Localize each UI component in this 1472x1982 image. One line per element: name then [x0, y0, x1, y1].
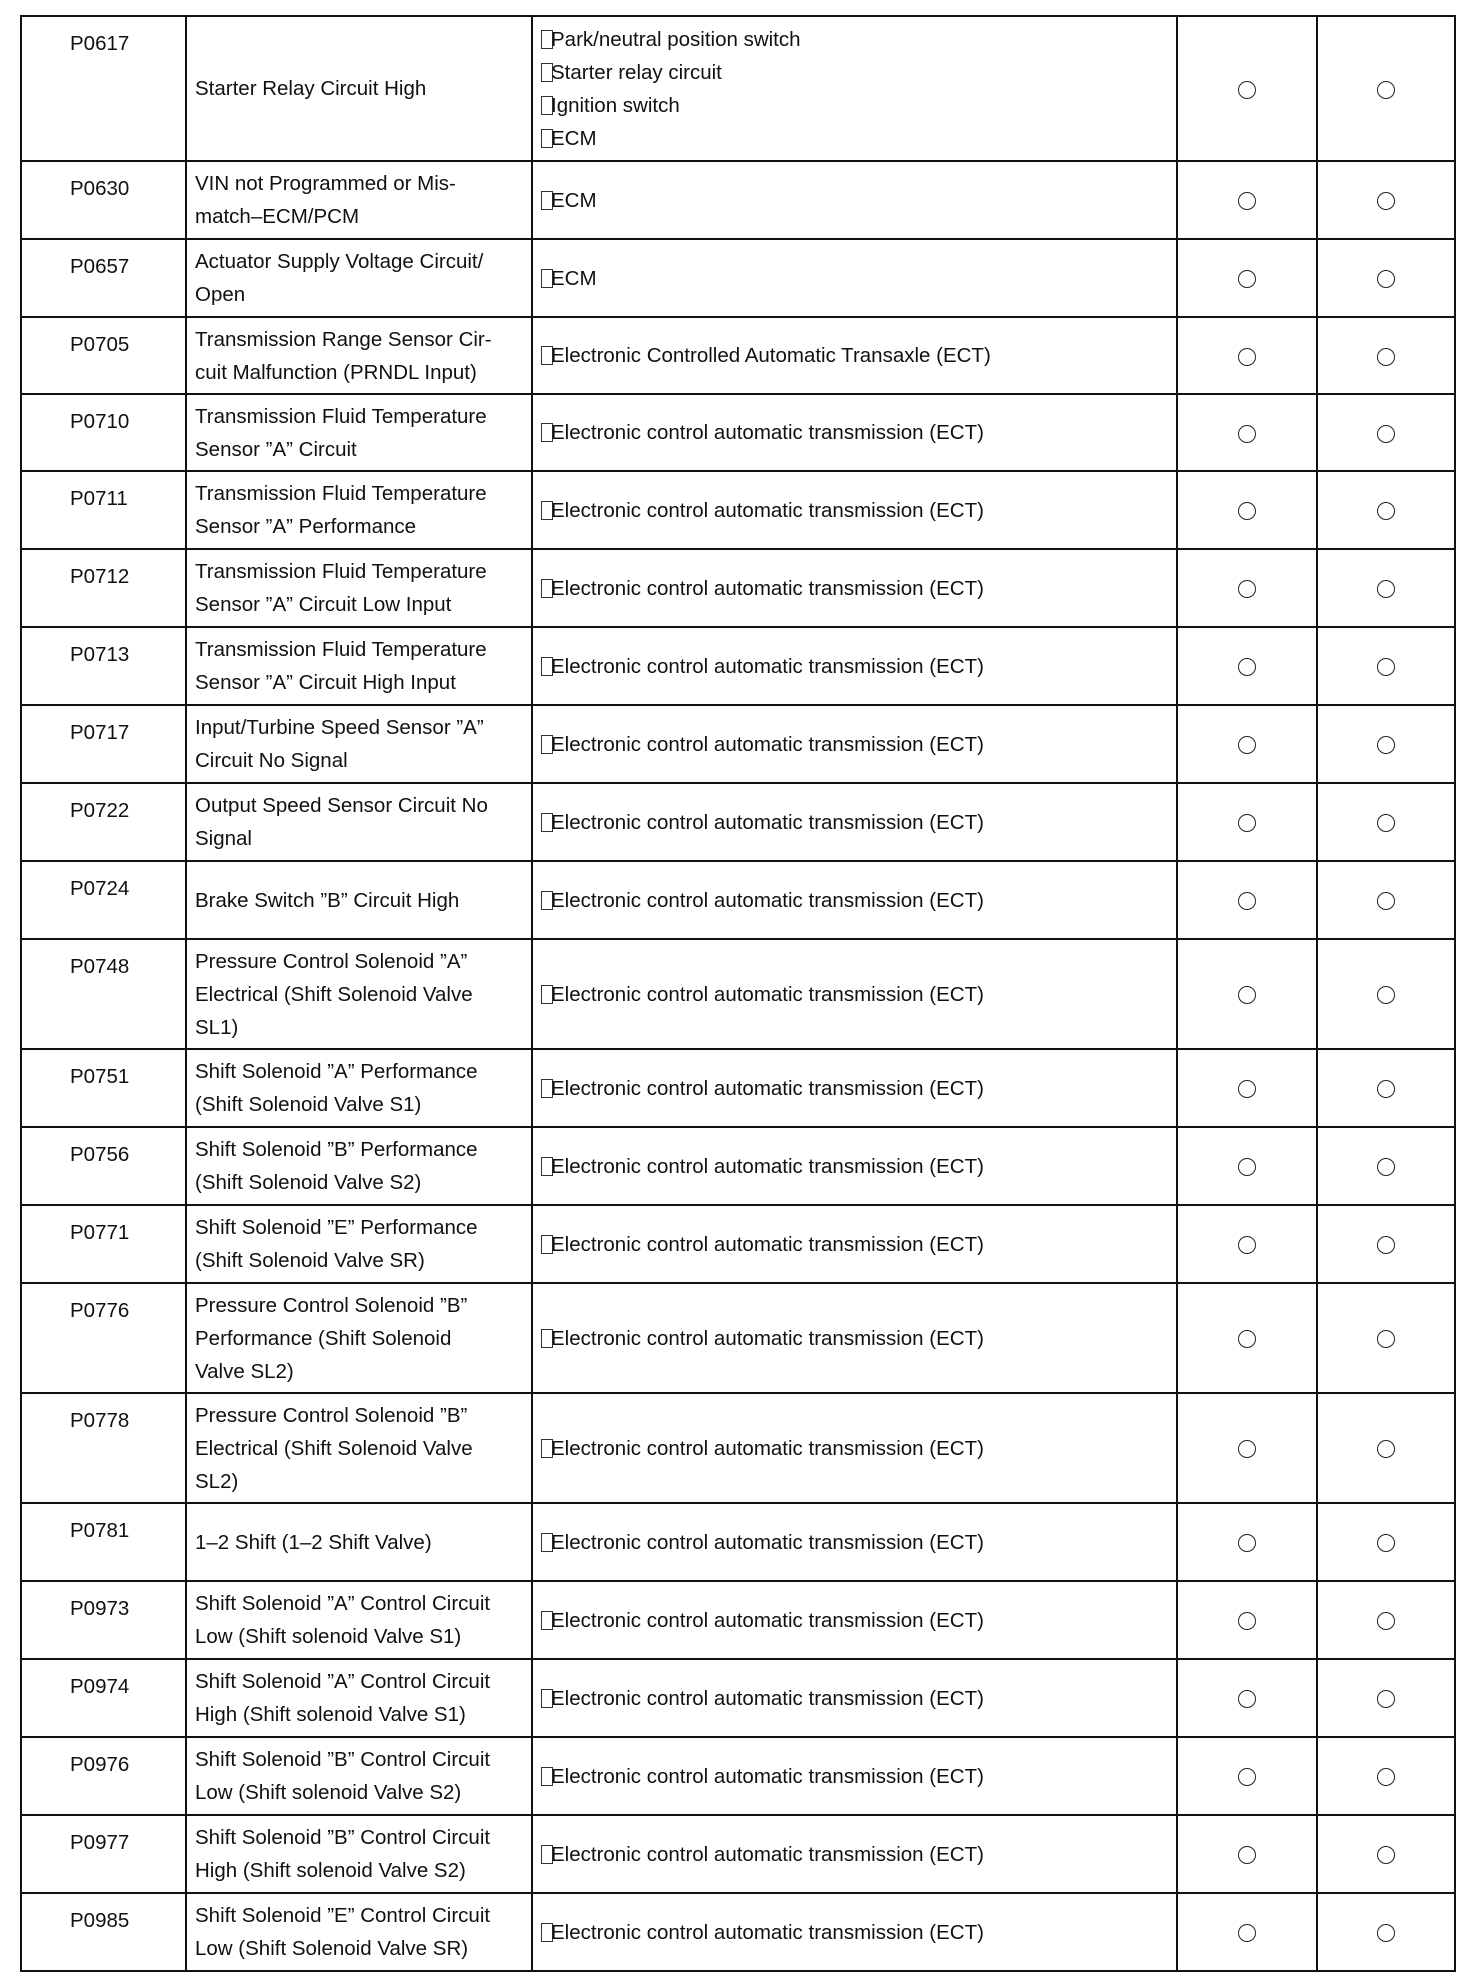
memory-cell [1317, 1893, 1455, 1971]
circle-mark-icon [1238, 502, 1256, 520]
trouble-area-item [541, 1150, 1168, 1183]
trouble-area [532, 861, 1177, 939]
mil-cell [1177, 16, 1317, 161]
detection-item-line: Output Speed Sensor Circuit No [195, 794, 488, 817]
memory-cell [1317, 939, 1455, 1049]
circle-mark-icon [1377, 1080, 1395, 1098]
detection-item-line: Sensor ”A” Circuit Low Input [195, 593, 452, 616]
memory-cell [1317, 705, 1455, 783]
table-row [21, 939, 1455, 1049]
dtc-code: P0748 [21, 939, 186, 1049]
detection-item [186, 1393, 532, 1503]
mil-cell [1177, 783, 1317, 861]
detection-item [186, 1205, 532, 1283]
detection-item-line: High (Shift solenoid Valve S1) [195, 1703, 466, 1726]
trouble-area [532, 1659, 1177, 1737]
trouble-area-text: ECM [551, 188, 597, 212]
memory-cell [1317, 471, 1455, 549]
trouble-area-item [541, 494, 1168, 527]
dtc-code: P0713 [21, 627, 186, 705]
trouble-area-item [541, 1072, 1168, 1105]
mil-cell [1177, 317, 1317, 394]
circle-mark-icon [1377, 658, 1395, 676]
memory-cell [1317, 1815, 1455, 1893]
trouble-area-text: Park/neutral position switch [551, 27, 801, 51]
detection-item-line: Transmission Fluid Temperature [195, 638, 487, 661]
detection-item [186, 471, 532, 549]
circle-mark-icon [1238, 1080, 1256, 1098]
detection-item [186, 1503, 532, 1581]
trouble-area [532, 1049, 1177, 1127]
trouble-area [532, 1393, 1177, 1503]
mil-cell [1177, 1205, 1317, 1283]
table-row [21, 861, 1455, 939]
circle-mark-icon [1377, 1236, 1395, 1254]
trouble-area-item [541, 978, 1168, 1011]
trouble-area [532, 1503, 1177, 1581]
detection-item-line: Brake Switch ”B” Circuit High [195, 888, 460, 912]
trouble-area-item [541, 416, 1168, 449]
detection-item-line: Performance (Shift Solenoid [195, 1326, 452, 1350]
dtc-code: P0776 [21, 1283, 186, 1393]
table-row [21, 1815, 1455, 1893]
detection-item-line: Sensor ”A” Performance [195, 515, 417, 538]
detection-item-line: Electrical (Shift Solenoid Valve [195, 1436, 473, 1460]
trouble-area-item [541, 650, 1168, 683]
memory-cell [1317, 861, 1455, 939]
dtc-table-body [21, 16, 1455, 1971]
detection-item-line: Pressure Control Solenoid ”B” [195, 1403, 468, 1427]
dtc-code: P0974 [21, 1659, 186, 1737]
table-row [21, 1049, 1455, 1127]
trouble-area-item [541, 1526, 1168, 1559]
dtc-code: P0630 [21, 161, 186, 239]
table-row [21, 1283, 1455, 1393]
detection-item-line: Valve SL2) [195, 1359, 294, 1383]
mil-cell [1177, 1893, 1317, 1971]
trouble-area-item [541, 1228, 1168, 1261]
dtc-code: P0710 [21, 394, 186, 471]
trouble-area-item [541, 1322, 1168, 1355]
trouble-area-text: Electronic control automatic transmission (ECT) [551, 576, 984, 600]
dtc-code: P0712 [21, 549, 186, 627]
memory-cell [1317, 317, 1455, 394]
circle-mark-icon [1377, 1924, 1395, 1942]
trouble-area [532, 1127, 1177, 1205]
trouble-area-text: ECM [551, 126, 597, 150]
dtc-code: P0617 [21, 16, 186, 161]
detection-item [186, 705, 532, 783]
memory-cell [1317, 1737, 1455, 1815]
trouble-area [532, 549, 1177, 627]
detection-item-line: Shift Solenoid ”B” Control Circuit [195, 1748, 491, 1771]
circle-mark-icon [1238, 425, 1256, 443]
trouble-area-item [541, 184, 1168, 217]
detection-item-line: Open [195, 283, 246, 306]
mil-cell [1177, 239, 1317, 317]
detection-item [186, 394, 532, 471]
trouble-area [532, 1893, 1177, 1971]
trouble-area-text: Electronic Controlled Automatic Transaxle (ECT) [551, 344, 991, 367]
trouble-area-text: Electronic control automatic transmission (ECT) [551, 421, 984, 444]
circle-mark-icon [1377, 814, 1395, 832]
circle-mark-icon [1377, 1330, 1395, 1348]
circle-mark-icon [1238, 1612, 1256, 1630]
detection-item [186, 1581, 532, 1659]
detection-item [186, 939, 532, 1049]
table-row [21, 1581, 1455, 1659]
trouble-area [532, 939, 1177, 1049]
detection-item [186, 239, 532, 317]
trouble-area [532, 471, 1177, 549]
mil-cell [1177, 939, 1317, 1049]
detection-item [186, 1127, 532, 1205]
memory-cell [1317, 1503, 1455, 1581]
trouble-area-text: Electronic control automatic transmission (ECT) [551, 982, 984, 1006]
circle-mark-icon [1238, 1440, 1256, 1458]
circle-mark-icon [1238, 81, 1256, 99]
circle-mark-icon [1377, 1440, 1395, 1458]
detection-item-line: Pressure Control Solenoid ”B” [195, 1293, 468, 1317]
detection-item [186, 16, 532, 161]
circle-mark-icon [1377, 502, 1395, 520]
trouble-area [532, 1581, 1177, 1659]
circle-mark-icon [1238, 736, 1256, 754]
detection-item-line: Shift Solenoid ”B” Performance [195, 1138, 478, 1161]
trouble-area-item [541, 572, 1168, 605]
circle-mark-icon [1377, 81, 1395, 99]
trouble-area-text: Electronic control automatic transmission (ECT) [551, 732, 984, 756]
mil-cell [1177, 1127, 1317, 1205]
detection-item-line: Sensor ”A” Circuit [195, 437, 357, 461]
circle-mark-icon [1377, 1612, 1395, 1630]
trouble-area-item [541, 884, 1168, 917]
trouble-area-item [541, 89, 1168, 122]
detection-item-line: High (Shift solenoid Valve S2) [195, 1859, 466, 1882]
trouble-area-text: Ignition switch [551, 93, 680, 117]
circle-mark-icon [1238, 1846, 1256, 1864]
trouble-area-text: Electronic control automatic transmission (ECT) [551, 1608, 984, 1632]
trouble-area-text: Starter relay circuit [551, 60, 722, 84]
dtc-code: P0717 [21, 705, 186, 783]
trouble-area-text: Electronic control automatic transmission (ECT) [551, 1436, 984, 1460]
detection-item-line: (Shift Solenoid Valve SR) [195, 1249, 425, 1272]
trouble-area-text: Electronic control automatic transmission (ECT) [551, 1232, 984, 1256]
detection-item-line: Input/Turbine Speed Sensor ”A” [195, 716, 484, 739]
mil-cell [1177, 705, 1317, 783]
detection-item-line: Shift Solenoid ”A” Control Circuit [195, 1670, 491, 1693]
detection-item-line: SL2) [195, 1469, 239, 1493]
table-row [21, 16, 1455, 161]
table-row [21, 1737, 1455, 1815]
trouble-area-item [541, 262, 1168, 295]
detection-item-line: Low (Shift Solenoid Valve SR) [195, 1937, 469, 1960]
trouble-area [532, 627, 1177, 705]
circle-mark-icon [1377, 580, 1395, 598]
detection-item [186, 627, 532, 705]
dtc-code: P0711 [21, 471, 186, 549]
mil-cell [1177, 471, 1317, 549]
memory-cell [1317, 1205, 1455, 1283]
detection-item-line: cuit Malfunction (PRNDL Input) [195, 360, 477, 384]
detection-item [186, 1737, 532, 1815]
table-row [21, 549, 1455, 627]
dtc-code: P0751 [21, 1049, 186, 1127]
trouble-area-item [541, 1432, 1168, 1465]
memory-cell [1317, 1581, 1455, 1659]
circle-mark-icon [1377, 892, 1395, 910]
memory-cell [1317, 394, 1455, 471]
mil-cell [1177, 1049, 1317, 1127]
dtc-code: P0657 [21, 239, 186, 317]
detection-item [186, 161, 532, 239]
detection-item [186, 549, 532, 627]
detection-item-line: VIN not Programmed or Mis- [195, 172, 456, 195]
table-row [21, 1503, 1455, 1581]
trouble-area-text: ECM [551, 266, 597, 290]
memory-cell [1317, 627, 1455, 705]
mil-cell [1177, 1815, 1317, 1893]
mil-cell [1177, 1659, 1317, 1737]
detection-item [186, 1283, 532, 1393]
dtc-code: P0977 [21, 1815, 186, 1893]
dtc-code: P0771 [21, 1205, 186, 1283]
circle-mark-icon [1238, 1690, 1256, 1708]
trouble-area [532, 239, 1177, 317]
trouble-area [532, 317, 1177, 394]
circle-mark-icon [1238, 1924, 1256, 1942]
detection-item [186, 861, 532, 939]
mil-cell [1177, 1393, 1317, 1503]
dtc-code: P0778 [21, 1393, 186, 1503]
dtc-code: P0985 [21, 1893, 186, 1971]
circle-mark-icon [1377, 1846, 1395, 1864]
trouble-area-item [541, 122, 1168, 155]
detection-item-line: Transmission Fluid Temperature [195, 404, 487, 428]
detection-item-line: Transmission Range Sensor Cir- [195, 327, 492, 351]
table-row [21, 317, 1455, 394]
trouble-area [532, 1815, 1177, 1893]
trouble-area-item [541, 806, 1168, 839]
detection-item-line: Electrical (Shift Solenoid Valve [195, 982, 473, 1006]
detection-item-line: Shift Solenoid ”A” Performance [195, 1060, 478, 1083]
trouble-area-item [541, 1682, 1168, 1715]
table-row [21, 783, 1455, 861]
circle-mark-icon [1377, 1768, 1395, 1786]
table-row [21, 394, 1455, 471]
detection-item-line: match–ECM/PCM [195, 205, 360, 228]
detection-item-line: Low (Shift solenoid Valve S2) [195, 1781, 462, 1804]
detection-item-line: Starter Relay Circuit High [195, 77, 427, 100]
detection-item-line: Pressure Control Solenoid ”A” [195, 949, 468, 973]
detection-item-line: (Shift Solenoid Valve S1) [195, 1093, 422, 1116]
circle-mark-icon [1238, 192, 1256, 210]
memory-cell [1317, 783, 1455, 861]
detection-item-line: Circuit No Signal [195, 749, 348, 772]
trouble-area-item [541, 728, 1168, 761]
table-row [21, 1659, 1455, 1737]
trouble-area-item [541, 1604, 1168, 1637]
trouble-area-item [541, 23, 1168, 56]
circle-mark-icon [1377, 736, 1395, 754]
trouble-area [532, 1205, 1177, 1283]
circle-mark-icon [1377, 425, 1395, 443]
trouble-area [532, 705, 1177, 783]
mil-cell [1177, 161, 1317, 239]
circle-mark-icon [1377, 348, 1395, 366]
detection-item [186, 1659, 532, 1737]
circle-mark-icon [1238, 892, 1256, 910]
memory-cell [1317, 1127, 1455, 1205]
trouble-area-item [541, 56, 1168, 89]
dtc-code: P0724 [21, 861, 186, 939]
circle-mark-icon [1238, 814, 1256, 832]
circle-mark-icon [1238, 1158, 1256, 1176]
trouble-area-text: Electronic control automatic transmission (ECT) [551, 654, 984, 678]
memory-cell [1317, 1393, 1455, 1503]
trouble-area-text: Electronic control automatic transmission (ECT) [551, 1920, 984, 1944]
detection-item-line: Shift Solenoid ”B” Control Circuit [195, 1826, 491, 1849]
detection-item-line: Actuator Supply Voltage Circuit/ [195, 250, 484, 273]
trouble-area-item [541, 1916, 1168, 1949]
detection-item [186, 1049, 532, 1127]
dtc-code: P0973 [21, 1581, 186, 1659]
detection-item-line: Sensor ”A” Circuit High Input [195, 671, 456, 694]
circle-mark-icon [1377, 1690, 1395, 1708]
detection-item-line: Low (Shift solenoid Valve S1) [195, 1625, 462, 1648]
dtc-code: P0781 [21, 1503, 186, 1581]
table-row [21, 627, 1455, 705]
detection-item [186, 317, 532, 394]
circle-mark-icon [1377, 192, 1395, 210]
mil-cell [1177, 861, 1317, 939]
dtc-code: P0976 [21, 1737, 186, 1815]
circle-mark-icon [1377, 270, 1395, 288]
trouble-area-text: Electronic control automatic transmission (ECT) [551, 1530, 984, 1554]
trouble-area [532, 1283, 1177, 1393]
circle-mark-icon [1238, 1330, 1256, 1348]
trouble-area [532, 783, 1177, 861]
trouble-area-text: Electronic control automatic transmission (ECT) [551, 810, 984, 834]
circle-mark-icon [1377, 986, 1395, 1004]
memory-cell [1317, 16, 1455, 161]
trouble-area [532, 394, 1177, 471]
trouble-area-text: Electronic control automatic transmission (ECT) [551, 1326, 984, 1350]
table-row [21, 239, 1455, 317]
table-row [21, 1393, 1455, 1503]
detection-item-line: Transmission Fluid Temperature [195, 482, 487, 505]
memory-cell [1317, 239, 1455, 317]
table-row [21, 471, 1455, 549]
trouble-area-item [541, 1760, 1168, 1793]
circle-mark-icon [1238, 270, 1256, 288]
detection-item-line: Shift Solenoid ”A” Control Circuit [195, 1592, 491, 1615]
circle-mark-icon [1377, 1158, 1395, 1176]
trouble-area [532, 161, 1177, 239]
trouble-area [532, 16, 1177, 161]
memory-cell [1317, 161, 1455, 239]
trouble-area-text: Electronic control automatic transmission (ECT) [551, 1842, 984, 1866]
detection-item-line: (Shift Solenoid Valve S2) [195, 1171, 422, 1194]
trouble-area-text: Electronic control automatic transmission (ECT) [551, 1076, 984, 1100]
circle-mark-icon [1238, 348, 1256, 366]
table-row [21, 161, 1455, 239]
memory-cell [1317, 1659, 1455, 1737]
mil-cell [1177, 1503, 1317, 1581]
circle-mark-icon [1238, 580, 1256, 598]
mil-cell [1177, 394, 1317, 471]
memory-cell [1317, 549, 1455, 627]
detection-item-line: Shift Solenoid ”E” Performance [195, 1216, 478, 1239]
detection-item [186, 783, 532, 861]
mil-cell [1177, 1737, 1317, 1815]
mil-cell [1177, 549, 1317, 627]
table-row [21, 1205, 1455, 1283]
trouble-area-text: Electronic control automatic transmission (ECT) [551, 888, 984, 912]
detection-item-line: Shift Solenoid ”E” Control Circuit [195, 1904, 491, 1927]
detection-item-line: Signal [195, 827, 252, 850]
detection-item [186, 1815, 532, 1893]
trouble-area-text: Electronic control automatic transmission (ECT) [551, 498, 984, 522]
detection-item [186, 1893, 532, 1971]
trouble-area [532, 1737, 1177, 1815]
circle-mark-icon [1238, 986, 1256, 1004]
trouble-area-text: Electronic control automatic transmission (ECT) [551, 1686, 984, 1710]
circle-mark-icon [1238, 1768, 1256, 1786]
table-row [21, 705, 1455, 783]
circle-mark-icon [1238, 1534, 1256, 1552]
memory-cell [1317, 1283, 1455, 1393]
dtc-code: P0705 [21, 317, 186, 394]
dtc-table [20, 15, 1456, 1972]
circle-mark-icon [1238, 1236, 1256, 1254]
trouble-area-item [541, 339, 1168, 372]
dtc-code: P0756 [21, 1127, 186, 1205]
trouble-area-text: Electronic control automatic transmission (ECT) [551, 1154, 984, 1178]
circle-mark-icon [1238, 658, 1256, 676]
mil-cell [1177, 627, 1317, 705]
circle-mark-icon [1377, 1534, 1395, 1552]
mil-cell [1177, 1283, 1317, 1393]
trouble-area-item [541, 1838, 1168, 1871]
mil-cell [1177, 1581, 1317, 1659]
detection-item-line: Transmission Fluid Temperature [195, 560, 487, 583]
table-row [21, 1893, 1455, 1971]
table-row [21, 1127, 1455, 1205]
dtc-code: P0722 [21, 783, 186, 861]
detection-item-line: 1–2 Shift (1–2 Shift Valve) [195, 1530, 432, 1554]
trouble-area-text: Electronic control automatic transmission (ECT) [551, 1764, 984, 1788]
detection-item-line: SL1) [195, 1015, 239, 1039]
memory-cell [1317, 1049, 1455, 1127]
